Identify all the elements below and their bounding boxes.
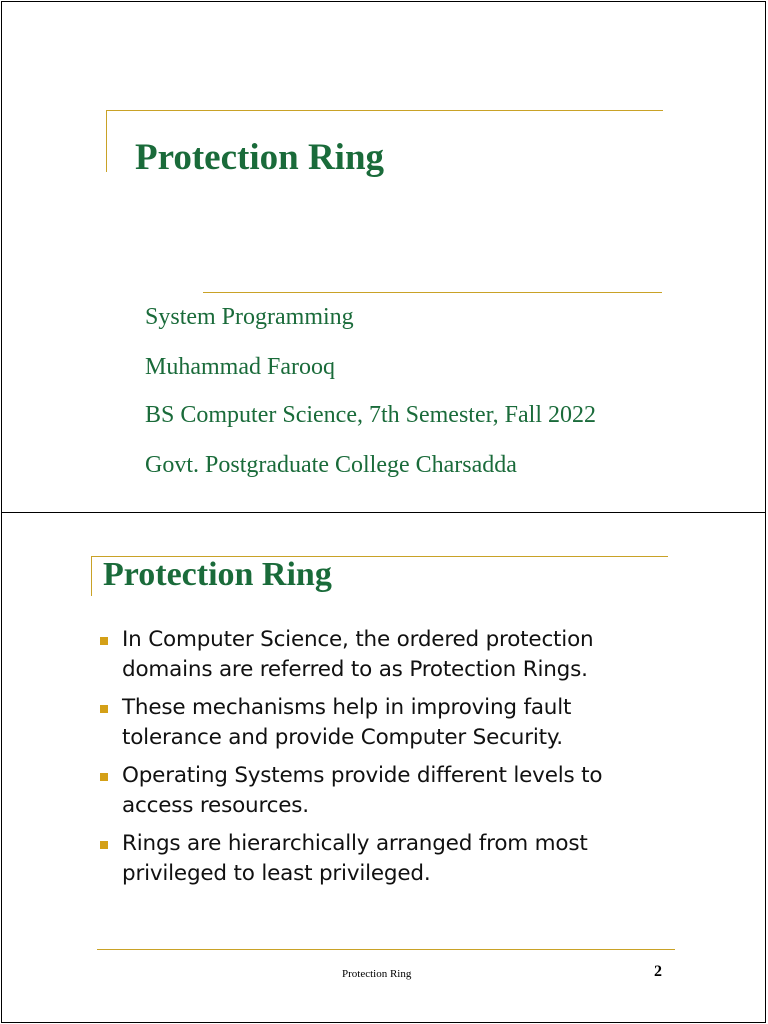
list-item xyxy=(98,693,658,753)
square-bullet-icon xyxy=(100,705,108,713)
title-slide xyxy=(1,1,766,513)
title-left-rule xyxy=(106,110,107,172)
content-slide xyxy=(1,512,766,1023)
course-name: System Programming xyxy=(145,304,354,330)
slide-title: Protection Ring xyxy=(135,137,385,178)
square-bullet-icon xyxy=(100,841,108,849)
slide-heading: Protection Ring xyxy=(103,556,332,593)
square-bullet-icon xyxy=(100,637,108,645)
list-item xyxy=(98,625,658,685)
list-item xyxy=(98,829,658,889)
bullet-text: Operating Systems provide different levels to access resources. xyxy=(122,763,603,818)
square-bullet-icon xyxy=(100,773,108,781)
title-top-rule xyxy=(106,110,663,111)
author-name: Muhammad Farooq xyxy=(145,354,335,380)
program-info: BS Computer Science, 7th Semester, Fall 2022 xyxy=(145,402,596,428)
subtitle-rule xyxy=(203,292,662,293)
bullet-text: Rings are hierarchically arranged from most privileged to least privileged. xyxy=(122,831,588,886)
institution-name: Govt. Postgraduate College Charsadda xyxy=(145,452,517,478)
page-number: 2 xyxy=(654,963,662,980)
bullet-text: These mechanisms help in improving fault tolerance and provide Computer Security. xyxy=(122,695,572,750)
footer-rule xyxy=(97,949,675,950)
footer-title: Protection Ring xyxy=(342,968,412,980)
heading-left-rule xyxy=(91,556,92,596)
list-item xyxy=(98,761,658,821)
bullet-text: In Computer Science, the ordered protection domains are referred to as Protection Rings. xyxy=(122,627,594,682)
bullet-list xyxy=(98,625,658,897)
